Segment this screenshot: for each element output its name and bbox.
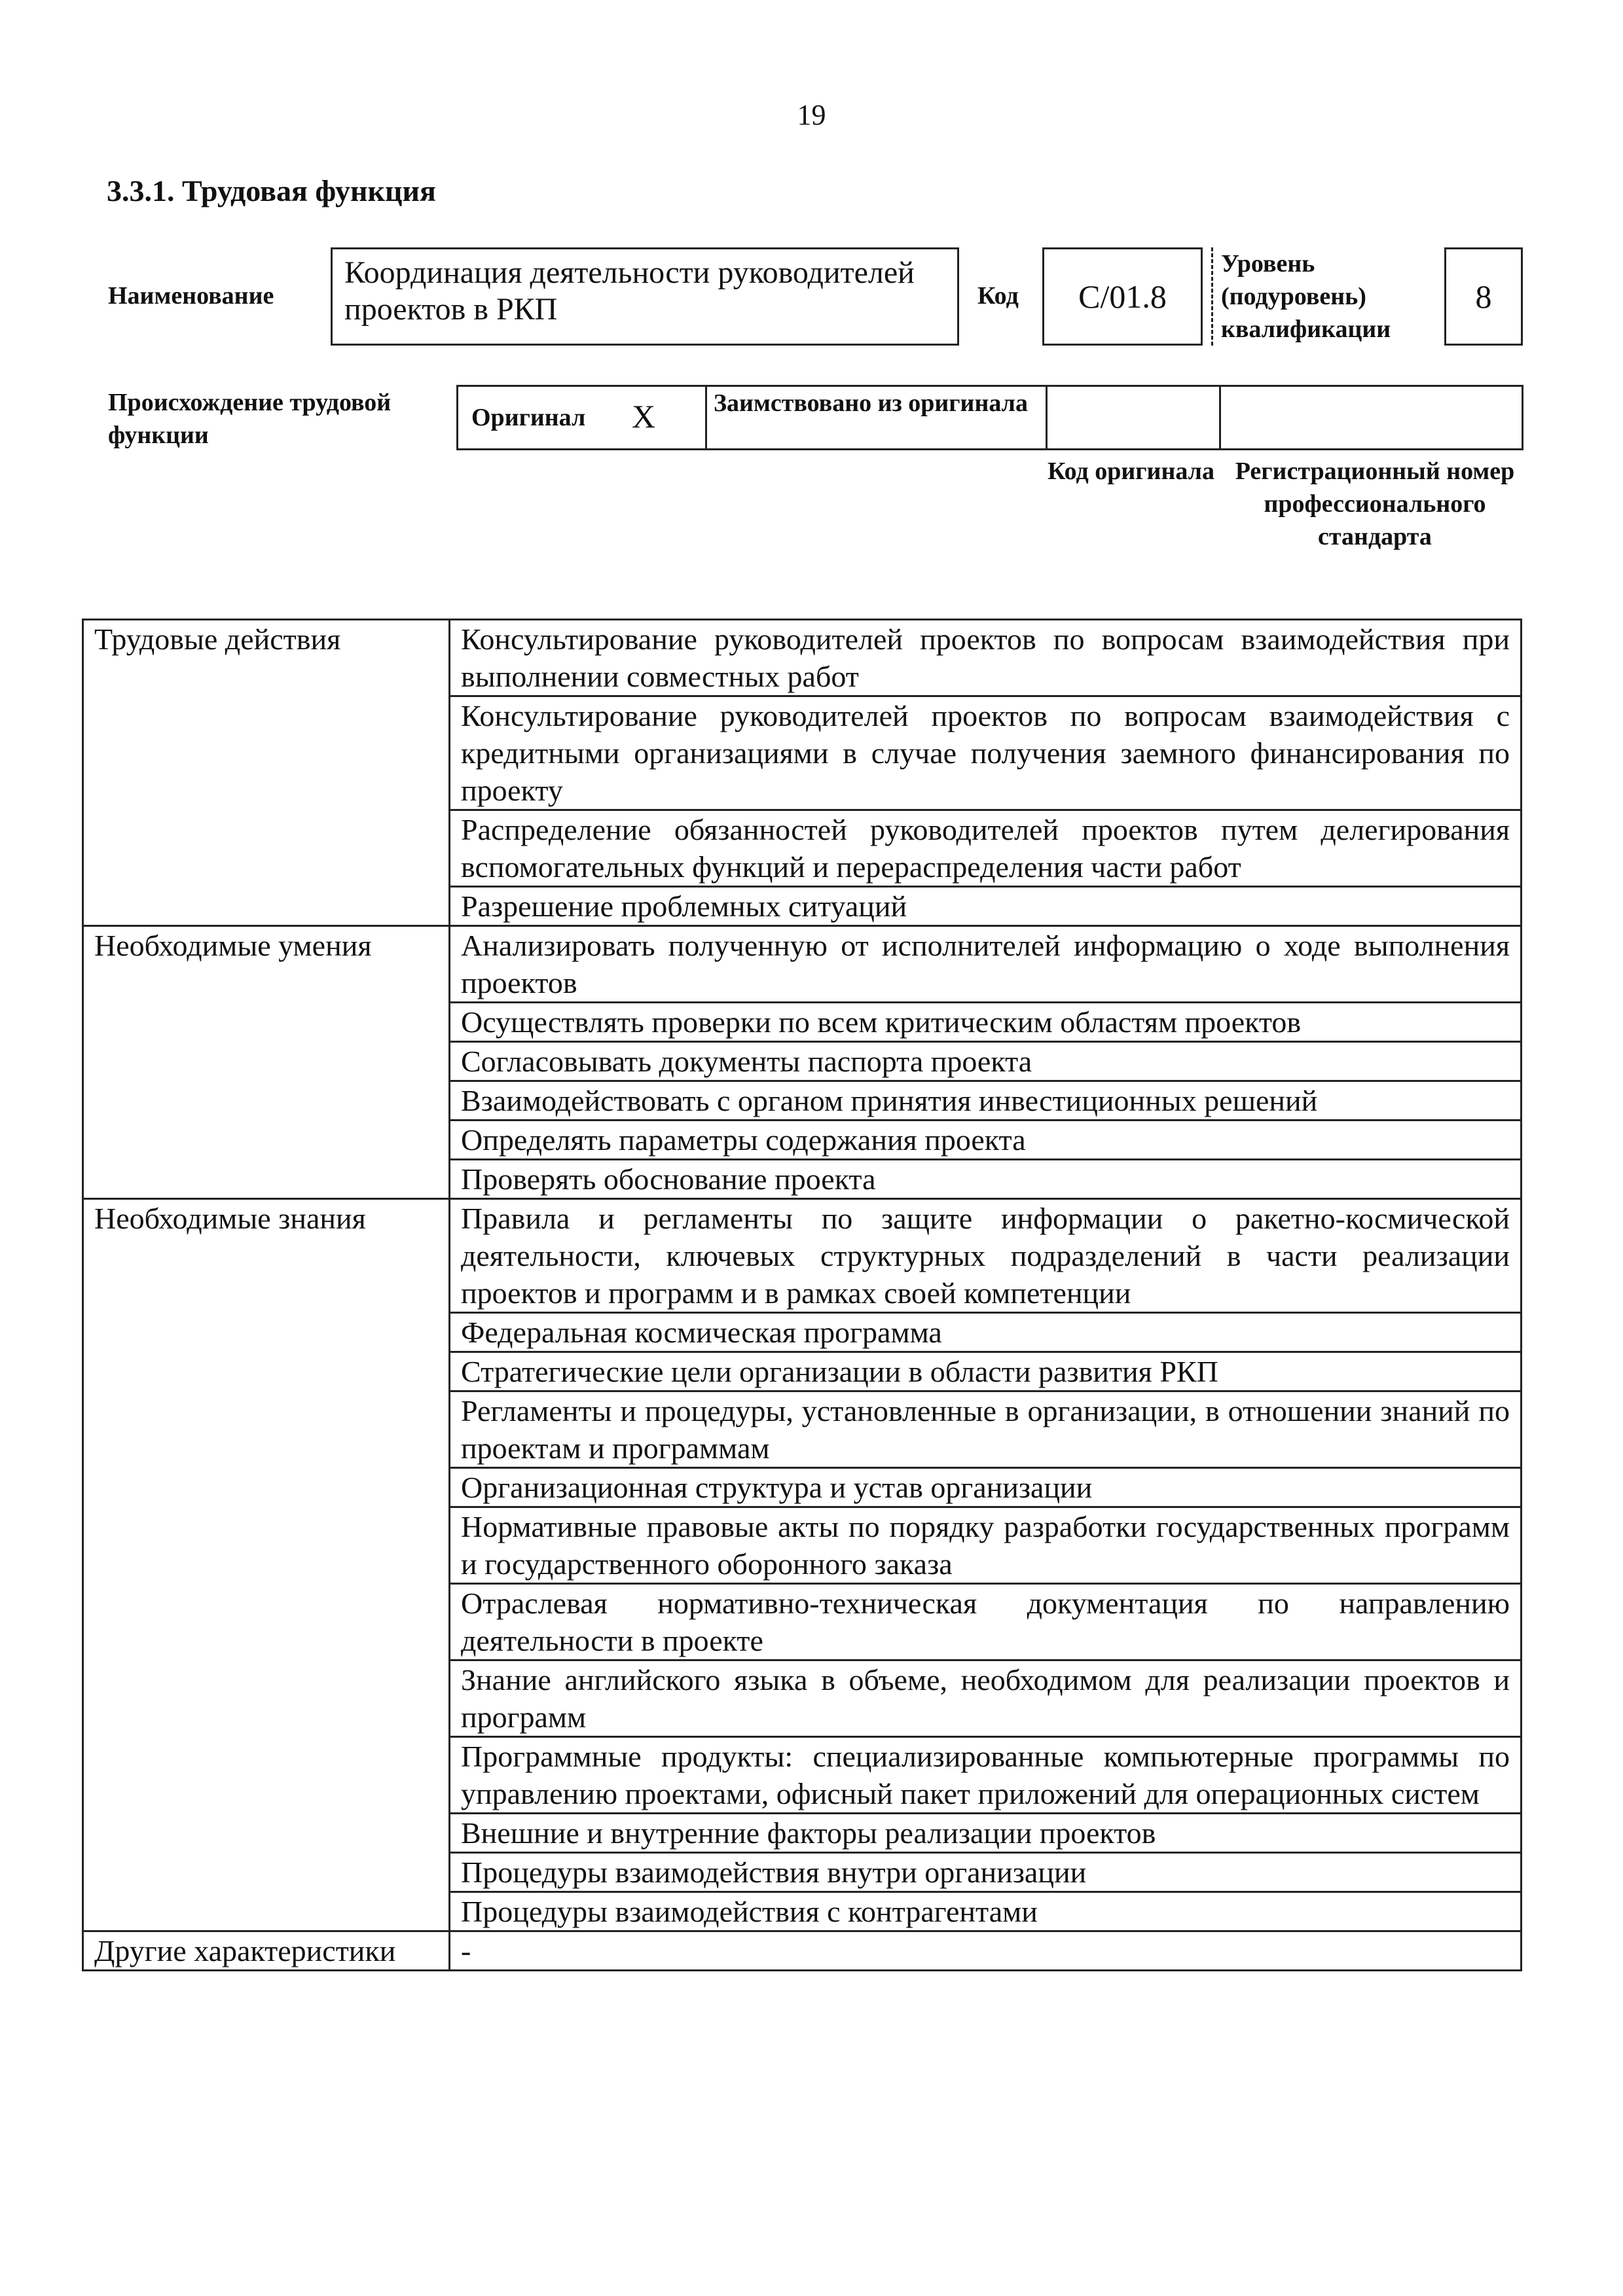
level-label: Уровень (подуровень) квалификации bbox=[1221, 250, 1391, 343]
reg-number-cell bbox=[1221, 387, 1522, 448]
reg-caption: Регистрационный номер профессионального стандарта bbox=[1235, 457, 1515, 550]
name-label: Наименование bbox=[108, 282, 274, 310]
section-item: Федеральная космическая программа bbox=[450, 1313, 1522, 1352]
origin-label: Происхождение трудовой функции bbox=[108, 389, 392, 449]
level-divider bbox=[1211, 247, 1213, 346]
section-item: Стратегические цели организации в области развития РКП bbox=[450, 1352, 1522, 1391]
section-item: Отраслевая нормативно-техническая документация по направлению деятельности в проекте bbox=[450, 1584, 1522, 1660]
code-value: C/01.8 bbox=[1078, 278, 1167, 315]
section-heading: 3.3.1. Трудовая функция bbox=[107, 174, 436, 207]
original-mark: X bbox=[632, 398, 656, 435]
table-row bbox=[83, 620, 1522, 696]
section-item: Внешние и внутренние факторы реализации проектов bbox=[450, 1814, 1522, 1853]
section-item: Определять параметры содержания проекта bbox=[450, 1121, 1522, 1160]
original-code-cell bbox=[1048, 387, 1221, 448]
page-number: 19 bbox=[797, 99, 826, 131]
section-item: Организационная структура и устав организации bbox=[450, 1468, 1522, 1507]
section-item: - bbox=[450, 1931, 1522, 1971]
code-caption: Код оригинала bbox=[1047, 457, 1214, 485]
table-row bbox=[83, 926, 1522, 1003]
function-name: Координация деятельности руководителей проектов в РКП bbox=[344, 255, 915, 327]
table-row bbox=[83, 1931, 1522, 1971]
table-row bbox=[83, 1199, 1522, 1313]
level-value: 8 bbox=[1475, 278, 1492, 315]
section-item: Согласовывать документы паспорта проекта bbox=[450, 1042, 1522, 1081]
section-item: Регламенты и процедуры, установленные в организации, в отношении знаний по проектам и программам bbox=[450, 1391, 1522, 1468]
original-cell bbox=[458, 387, 707, 448]
section-item: Анализировать полученную от исполнителей информацию о ходе выполнения проектов bbox=[450, 926, 1522, 1003]
section-item: Проверять обоснование проекта bbox=[450, 1160, 1522, 1199]
section-item: Процедуры взаимодействия внутри организации bbox=[450, 1853, 1522, 1892]
section-item: Правила и регламенты по защите информации о ракетно-космической деятельности, ключевых структурных подразделений в части реализации проектов и программ и в рамках своей компетенции bbox=[450, 1199, 1522, 1313]
code-box bbox=[1042, 247, 1203, 346]
section-item: Осуществлять проверки по всем критическим областям проектов bbox=[450, 1003, 1522, 1042]
section-title: Другие характеристики bbox=[83, 1931, 450, 1971]
section-item: Процедуры взаимодействия с контрагентами bbox=[450, 1892, 1522, 1931]
section-item: Знание английского языка в объеме, необходимом для реализации проектов и программ bbox=[450, 1660, 1522, 1737]
section-item: Взаимодействовать с органом принятия инвестиционных решений bbox=[450, 1081, 1522, 1121]
section-item: Консультирование руководителей проектов по вопросам взаимодействия при выполнении совместных работ bbox=[450, 620, 1522, 696]
level-box bbox=[1444, 247, 1523, 346]
code-label: Код bbox=[977, 282, 1019, 310]
section-title: Необходимые умения bbox=[83, 926, 450, 1199]
section-title: Трудовые действия bbox=[83, 620, 450, 926]
original-label: Оригинал bbox=[471, 404, 586, 431]
section-title: Необходимые знания bbox=[83, 1199, 450, 1931]
origin-row bbox=[456, 385, 1523, 450]
section-item: Разрешение проблемных ситуаций bbox=[450, 887, 1522, 926]
section-item: Консультирование руководителей проектов по вопросам взаимодействия с кредитными организациями в случае получения заемного финансирования по проекту bbox=[450, 696, 1522, 810]
borrowed-label: Заимствовано из оригинала bbox=[707, 387, 1048, 448]
function-table bbox=[82, 619, 1522, 1971]
section-item: Программные продукты: специализированные компьютерные программы по управлению проектами, офисный пакет приложений для операционных систем bbox=[450, 1737, 1522, 1814]
section-item: Распределение обязанностей руководителей проектов путем делегирования вспомогательных функций и перераспределения части работ bbox=[450, 810, 1522, 887]
function-name-box bbox=[331, 247, 959, 346]
section-item: Нормативные правовые акты по порядку разработки государственных программ и государственного оборонного заказа bbox=[450, 1507, 1522, 1584]
